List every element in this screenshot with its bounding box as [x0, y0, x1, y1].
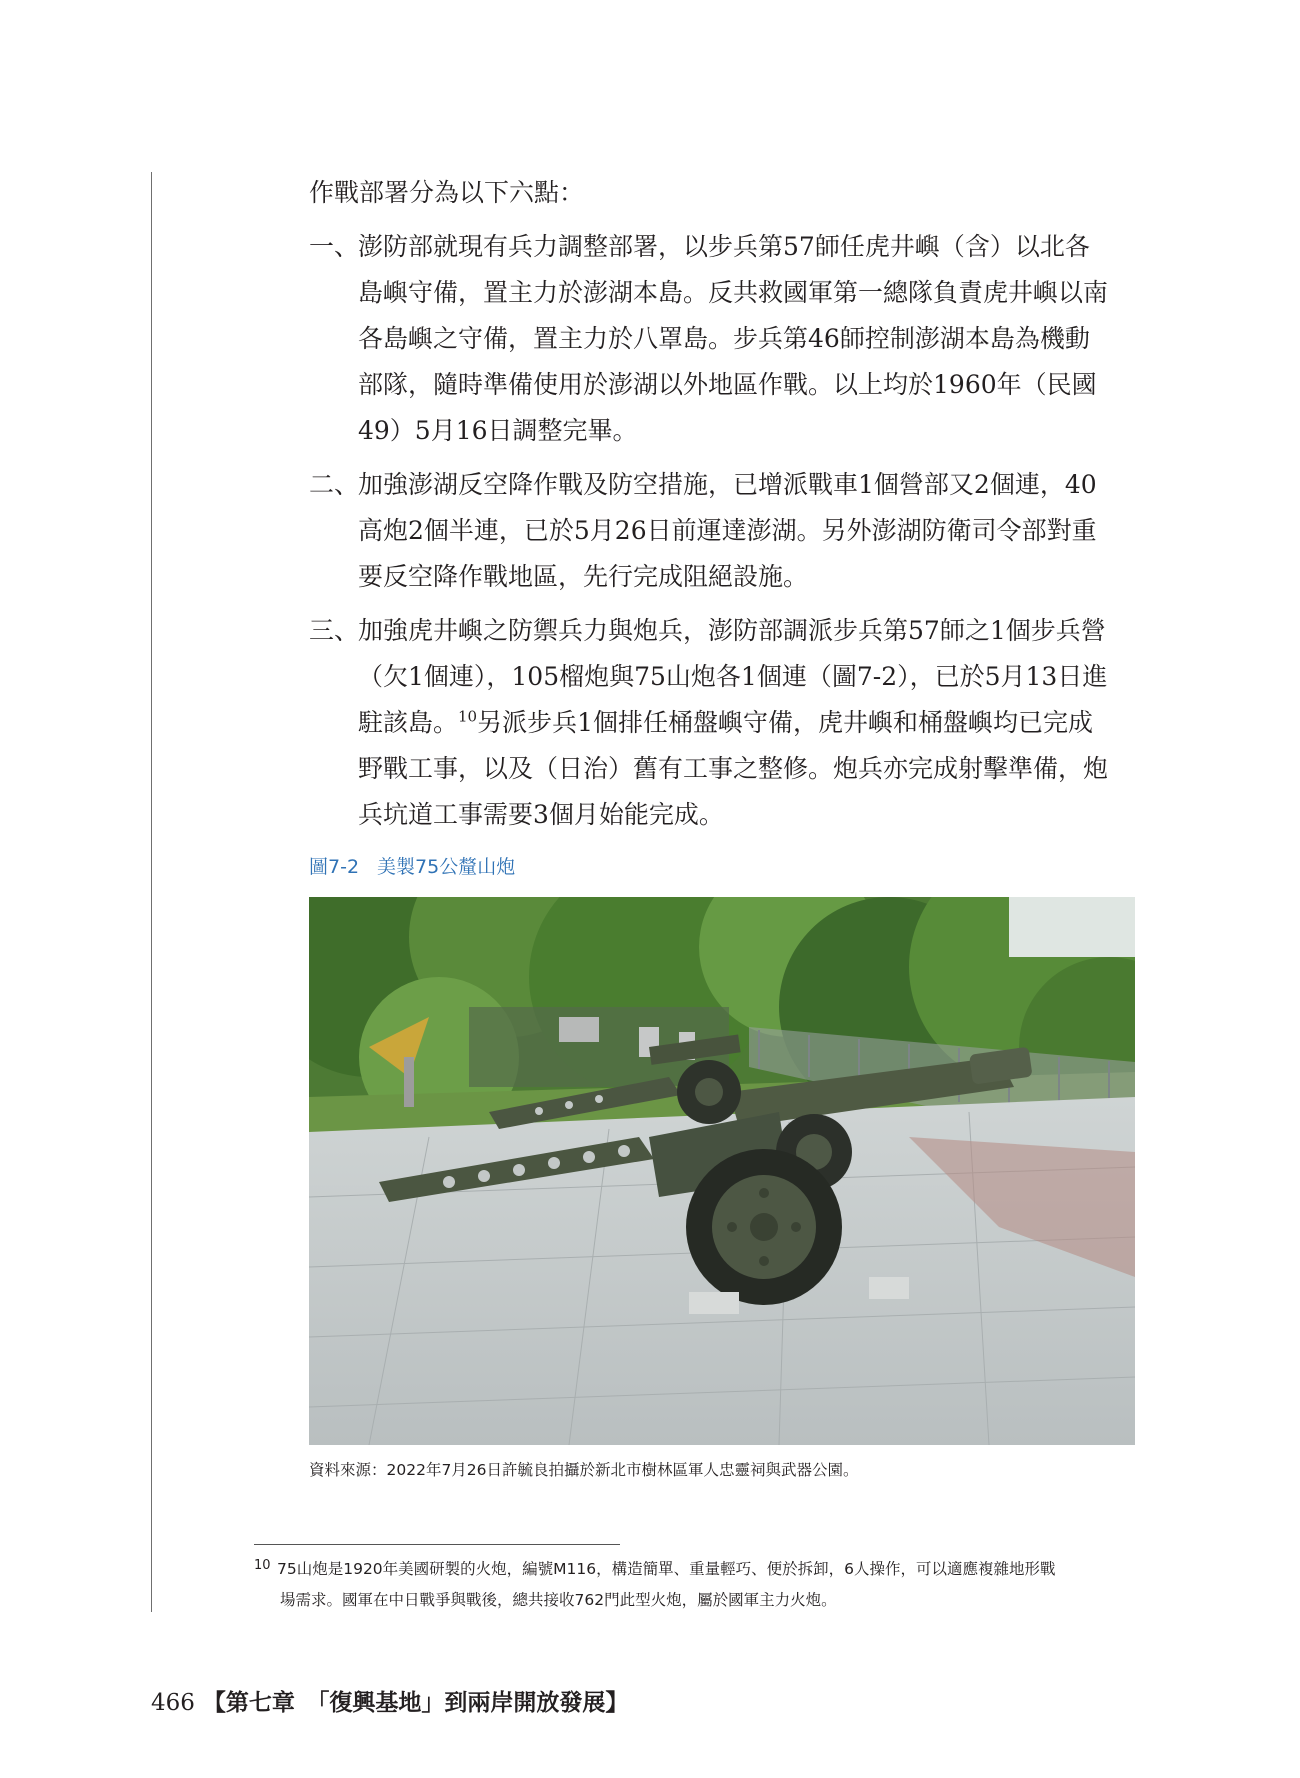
item-line: 高炮2個半連，已於5月26日前運達澎湖。另外澎湖防衛司令部對重	[358, 516, 1097, 545]
item-line: 兵坑道工事需要3個月始能完成。	[358, 800, 724, 829]
figure-title: 美製75公釐山炮	[377, 856, 516, 878]
list-item	[309, 224, 1135, 454]
item-number: 一、	[309, 232, 360, 261]
list-item	[309, 608, 1135, 838]
item-number: 二、	[309, 470, 360, 499]
margin-rule	[151, 172, 152, 1612]
page-number: 466	[151, 1690, 195, 1716]
howitzer-illustration	[309, 897, 1135, 1445]
item-line: 澎防部就現有兵力調整部署，以步兵第57師任虎井嶼（含）以北各	[358, 232, 1090, 261]
item-line: 加強虎井嶼之防禦兵力與炮兵，澎防部調派步兵第57師之1個步兵營	[358, 616, 1106, 645]
footnote-rule	[254, 1544, 620, 1545]
item-line: （欠1個連），105榴炮與75山炮各1個連（圖7-2），已於5月13日進	[358, 662, 1108, 691]
item-line: 島嶼守備，置主力於澎湖本島。反共救國軍第一總隊負責虎井嶼以南	[358, 278, 1109, 307]
deployment-list	[309, 224, 1135, 846]
item-text: 駐該島。	[358, 708, 459, 737]
intro-paragraph: 作戰部署分為以下六點：	[309, 178, 585, 207]
footnote-line: 場需求。國軍在中日戰爭與戰後，總共接收762門此型火炮，屬於國軍主力火炮。	[280, 1591, 837, 1609]
item-line: 部隊，隨時準備使用於澎湖以外地區作戰。以上均於1960年（民國	[358, 370, 1097, 399]
footnote-reference[interactable]: 10	[458, 707, 478, 726]
footnote-line: 75山炮是1920年美國研製的火炮，編號M116，構造簡單、重量輕巧、便於拆卸，6人操作，可以適應複雜地形戰	[277, 1560, 1056, 1578]
list-item	[309, 462, 1135, 600]
item-number: 三、	[309, 616, 360, 645]
howitzer-photo	[309, 897, 1135, 1445]
footnote	[254, 1554, 1134, 1616]
item-line: 各島嶼之守備，置主力於八罩島。步兵第46師控制澎湖本島為機動	[358, 324, 1090, 353]
page-footer	[151, 1684, 628, 1717]
item-line: 加強澎湖反空降作戰及防空措施，已增派戰車1個營部又2個連，40	[358, 470, 1097, 499]
footnote-number: 10	[254, 1558, 271, 1573]
item-line: 要反空降作戰地區，先行完成阻絕設施。	[358, 562, 809, 591]
item-line: 49）5月16日調整完畢。	[358, 416, 638, 445]
chapter-title: 【第七章 「復興基地」到兩岸開放發展】	[202, 1689, 629, 1716]
item-text: 另派步兵1個排任桶盤嶼守備，虎井嶼和桶盤嶼均已完成	[477, 708, 1094, 737]
item-line: 野戰工事，以及（日治）舊有工事之整修。炮兵亦完成射擊準備，炮	[358, 754, 1109, 783]
figure-number: 圖7-2	[309, 856, 360, 878]
figure-caption	[309, 852, 515, 879]
item-line	[309, 700, 1135, 746]
figure-source: 資料來源：2022年7月26日許毓良拍攝於新北市樹林區軍人忠靈祠與武器公園。	[309, 1461, 859, 1479]
